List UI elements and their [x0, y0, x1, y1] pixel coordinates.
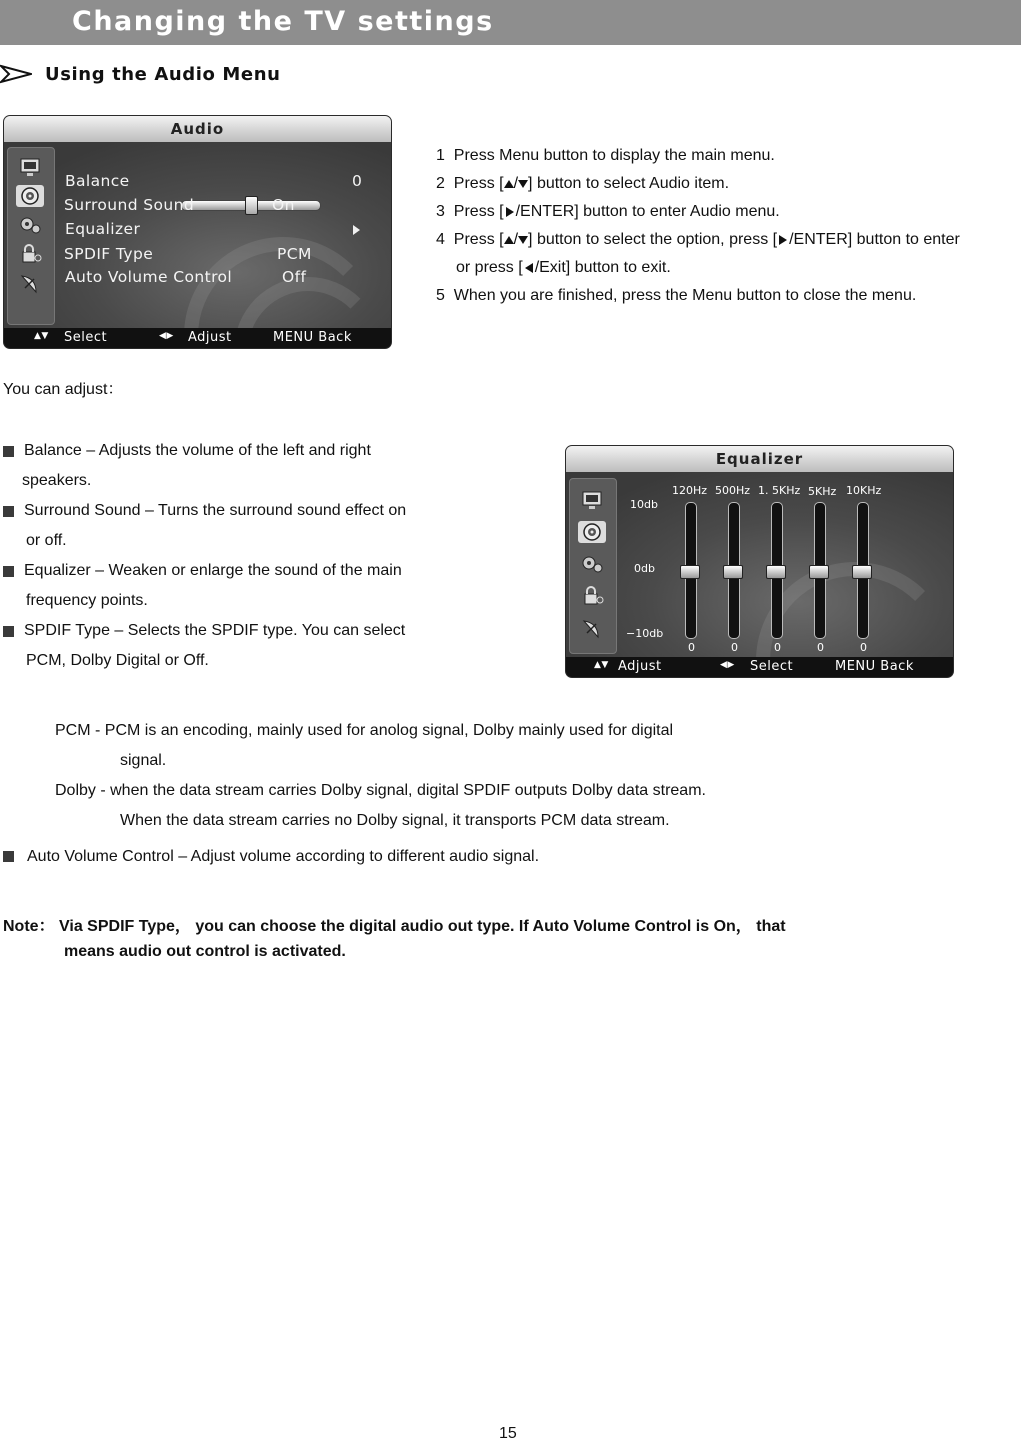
band-slider-knob	[723, 565, 743, 579]
step-text: Press [	[453, 175, 504, 192]
bullet-surround-cont: or off.	[26, 532, 67, 549]
step-text: or press [	[456, 259, 523, 276]
step-text: Press [	[453, 203, 504, 220]
step-4: 4 Press [ / ] button to select the option, press [ /ENTER] button to enter	[436, 231, 960, 248]
bullet-square	[3, 851, 14, 862]
step-text: ] button to select Audio item.	[528, 175, 730, 192]
bullet-square	[3, 626, 14, 637]
audio-menu-footer	[4, 328, 391, 348]
section-title: Using the Audio Menu	[45, 64, 281, 85]
band-slider-knob	[852, 565, 872, 579]
up-down-arrows-icon: ▲▼	[34, 331, 49, 341]
balance-value: 0	[352, 172, 363, 190]
step-text: ] button to enter	[847, 231, 960, 248]
dolby-description: Dolby - when the data stream carries Dolby signal, digital SPDIF outputs Dolby data stream.	[55, 782, 706, 799]
step-number: 1	[436, 147, 445, 164]
gear-settings-icon	[16, 214, 44, 236]
footer-back-hint: MENU Back	[273, 330, 352, 345]
speaker-audio-icon	[578, 521, 606, 543]
balance-slider-knob	[245, 196, 258, 215]
adjust-intro: You can adjust：	[3, 381, 124, 398]
band-value: 0	[774, 641, 781, 654]
band-value: 0	[731, 641, 738, 654]
band-slider-knob	[766, 565, 786, 579]
band-freq-label: 1. 5KHz	[758, 484, 801, 497]
step-text: ] button to select the option, press [	[528, 231, 778, 248]
bullet-equalizer-cont: frequency points.	[26, 592, 148, 609]
band-value: 0	[688, 641, 695, 654]
step-1	[436, 147, 775, 165]
speaker-audio-icon	[16, 185, 44, 207]
bullet-spdif-cont: PCM, Dolby Digital or Off.	[26, 652, 209, 669]
note-label: Note	[3, 918, 39, 935]
left-right-arrows-icon: ◀▶	[159, 331, 174, 341]
footer-select-hint: Select	[750, 659, 794, 674]
spdif-type-value: PCM	[277, 245, 312, 263]
page-title: Changing the TV settings	[72, 6, 494, 37]
auto-volume-control-value: Off	[282, 268, 307, 286]
step-5	[436, 287, 916, 305]
audio-menu-title: Audio	[4, 116, 391, 142]
footer-select-hint: Select	[64, 330, 108, 345]
submenu-arrow-icon	[353, 225, 360, 235]
dolby-description-cont: When the data stream carries no Dolby signal, it transports PCM data stream.	[120, 812, 670, 829]
db-label-top: 10db	[630, 498, 658, 511]
note-text: ： Via SPDIF Type， you can choose the digital audio out type. If Auto Volume Control is On， that	[38, 918, 786, 935]
surround-sound-value: On	[272, 196, 295, 214]
lock-icon	[16, 243, 44, 265]
equalizer-menu-body	[566, 472, 953, 657]
down-arrow-icon	[518, 236, 528, 244]
band-freq-label: 500Hz	[715, 484, 751, 497]
band-value: 0	[860, 641, 867, 654]
bullet-square	[3, 506, 14, 517]
band-freq-label: 120Hz	[672, 484, 708, 497]
audio-menu-screenshot	[3, 115, 392, 349]
step-text: /ENTER	[789, 231, 848, 248]
band-value: 0	[817, 641, 824, 654]
right-arrow-icon	[506, 207, 514, 217]
right-arrow-icon	[779, 235, 787, 245]
menu-item-balance: Balance	[65, 172, 130, 190]
audio-menu-body	[4, 142, 391, 328]
equalizer-menu-footer	[566, 657, 953, 677]
bullet-spdif: SPDIF Type – Selects the SPDIF type. You can select	[24, 622, 406, 639]
up-arrow-icon	[504, 236, 514, 244]
band-freq-label: 10KHz	[846, 484, 882, 497]
note-line-2: means audio out control is activated.	[64, 943, 346, 960]
page-number: 15	[499, 1425, 517, 1442]
step-text: Press Menu button to display the main menu.	[453, 147, 775, 164]
bullet-auto-volume-control: Auto Volume Control – Adjust volume according to different audio signal.	[27, 848, 540, 865]
step-number: 3	[436, 203, 445, 220]
pcm-description-cont: signal.	[120, 752, 167, 769]
menu-item-surround-sound: Surround Sound	[64, 196, 195, 214]
note-line-1	[3, 913, 786, 936]
left-right-arrows-icon: ◀▶	[720, 660, 735, 670]
bullet-balance-cont: speakers.	[22, 472, 92, 489]
band-slider-knob	[680, 565, 700, 579]
step-number: 5	[436, 287, 445, 304]
bullet-surround: Surround Sound – Turns the surround sound effect on	[24, 502, 407, 519]
db-label-bottom: −10db	[626, 627, 664, 640]
step-text: /ENTER	[515, 203, 575, 220]
pcm-description: PCM - PCM is an encoding, mainly used for anolog signal, Dolby mainly used for digital	[55, 722, 674, 739]
band-slider-knob	[809, 565, 829, 579]
satellite-dish-icon	[578, 617, 606, 639]
footer-back-hint: MENU Back	[835, 659, 914, 674]
bullet-square	[3, 446, 14, 457]
step-text: /Exit] button to exit.	[534, 259, 671, 276]
menu-item-equalizer: Equalizer	[65, 220, 141, 238]
step-number: 4	[436, 231, 445, 248]
bullet-equalizer: Equalizer – Weaken or enlarge the sound of the main	[24, 562, 402, 579]
bullet-balance: Balance – Adjusts the volume of the left and right	[24, 442, 371, 459]
satellite-dish-icon	[16, 272, 44, 294]
tv-picture-icon	[16, 156, 44, 178]
footer-adjust-hint: Adjust	[188, 330, 232, 345]
equalizer-menu-title: Equalizer	[566, 446, 953, 472]
equalizer-menu-screenshot	[565, 445, 954, 678]
up-arrow-icon	[504, 180, 514, 188]
step-4-continued	[456, 259, 671, 277]
step-text: Press [	[453, 231, 504, 248]
menu-icon-column	[569, 478, 617, 654]
gear-settings-icon	[578, 553, 606, 575]
db-label-mid: 0db	[634, 562, 655, 575]
left-arrow-icon	[525, 263, 533, 273]
step-2: 2 Press [ / ] button to select Audio item.	[436, 175, 730, 192]
step-number: 2	[436, 175, 445, 192]
menu-item-auto-volume-control: Auto Volume Control	[65, 268, 233, 286]
down-arrow-icon	[518, 180, 528, 188]
menu-icon-column	[7, 147, 55, 325]
bullet-square	[3, 566, 14, 577]
step-text: When you are finished, press the Menu button to close the menu.	[453, 287, 917, 304]
arrow-icon	[0, 64, 32, 84]
menu-item-spdif-type: SPDIF Type	[64, 245, 154, 263]
up-down-arrows-icon: ▲▼	[594, 660, 609, 670]
step-3	[436, 203, 780, 221]
tv-picture-icon	[578, 489, 606, 511]
lock-icon	[578, 585, 606, 607]
footer-adjust-hint: Adjust	[618, 659, 662, 674]
step-text: ] button to enter Audio menu.	[574, 203, 780, 220]
band-freq-label: 5KHz	[808, 485, 837, 498]
